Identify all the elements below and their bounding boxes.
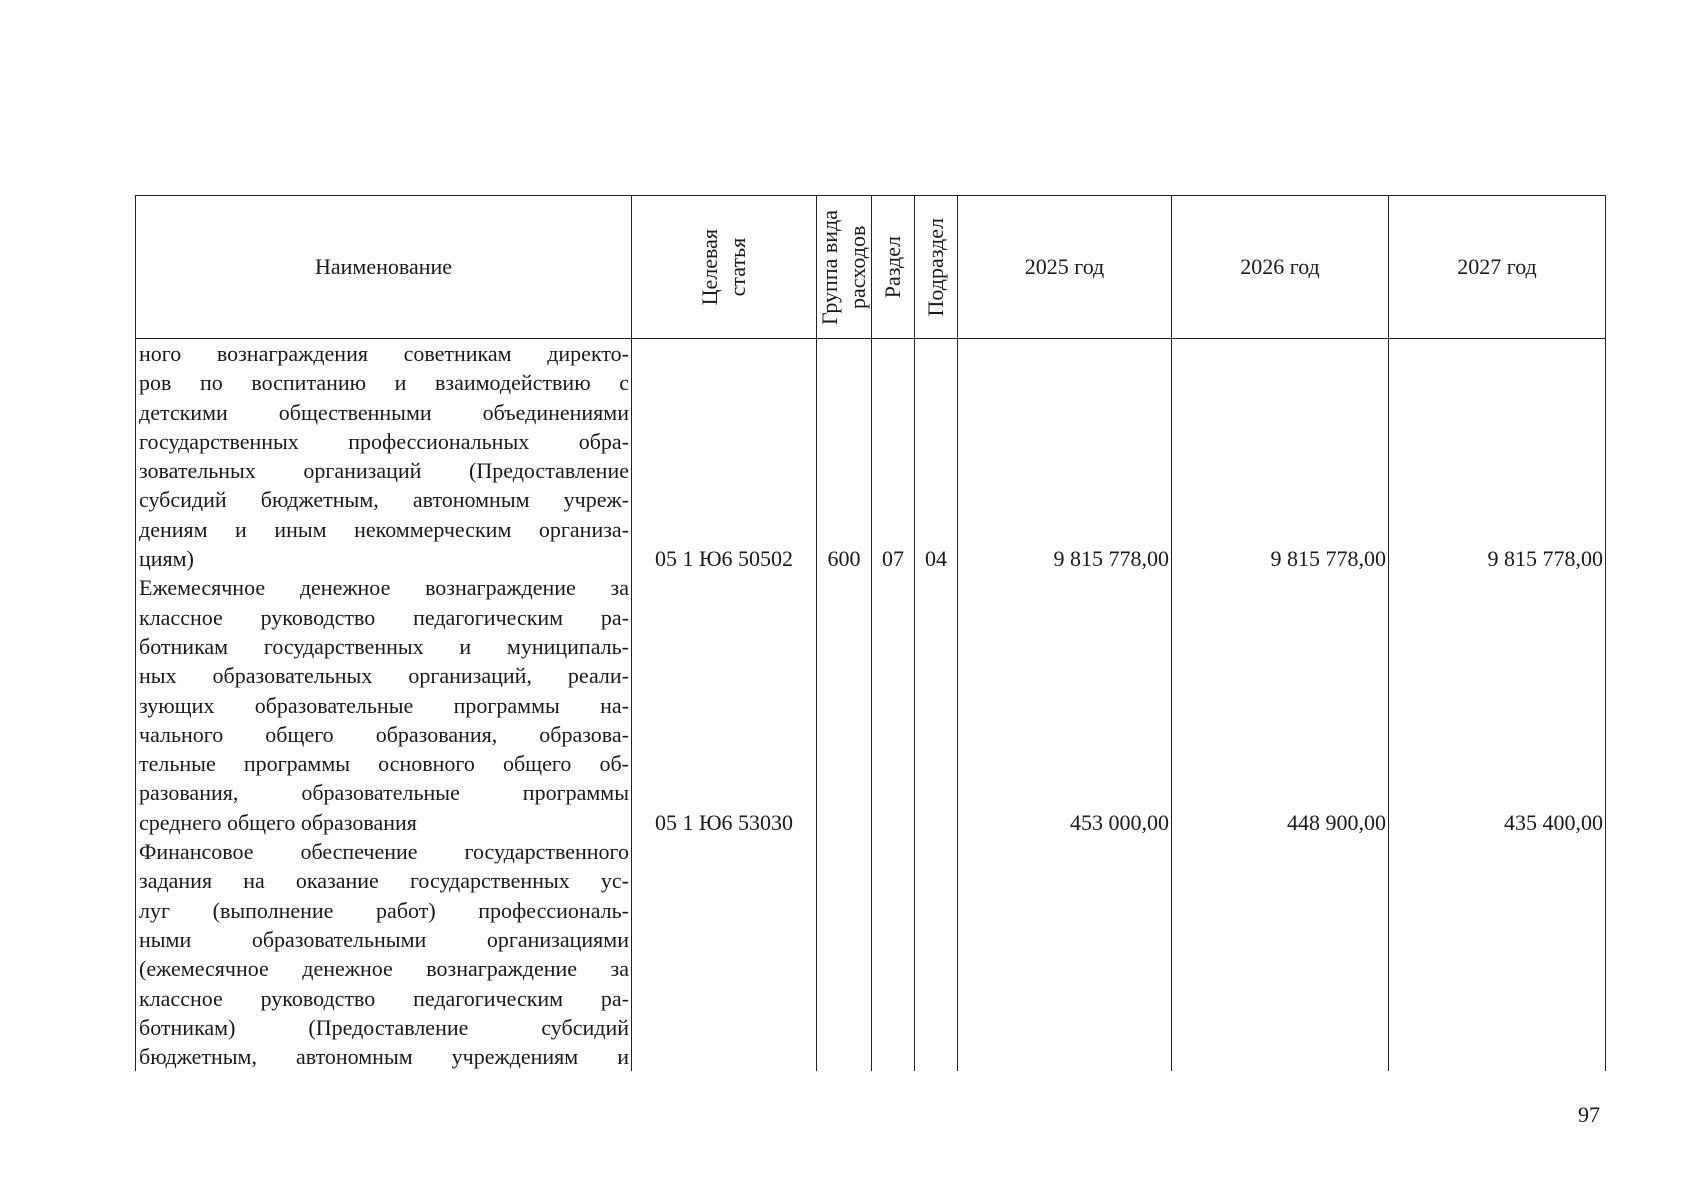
row-name-line: дениям и иным некоммерческим организа-	[139, 516, 629, 542]
row-expense-group: 600	[817, 339, 872, 574]
header-2025	[958, 196, 1172, 339]
row-name-line: ных образовательных организаций, реали-	[139, 663, 629, 689]
header-section-label: Раздел	[880, 235, 905, 299]
header-name-label: Наименование	[314, 254, 453, 280]
row-name-cell	[136, 339, 632, 574]
page-number: 97	[1578, 1102, 1600, 1127]
row-expense-group	[817, 573, 872, 837]
row-name-line: ного вознаграждения советникам директо-	[139, 341, 629, 366]
row-name-line: Ежемесячное денежное вознаграждение за	[139, 575, 629, 601]
header-2026-label: 2026 год	[1240, 254, 1320, 280]
row-name-line: среднего общего образования	[139, 809, 417, 835]
row-value-2025: 453 000,00	[958, 573, 1172, 837]
row-name-line: луг (выполнение работ) профессиональ-	[139, 897, 629, 923]
row-target-article: 05 1 Ю6 50502	[632, 339, 817, 574]
row-name-line: ными образовательными организациями	[139, 926, 629, 952]
row-name-line: бюджетным, автономным учреждениям и	[139, 1044, 629, 1070]
table-row	[136, 573, 1606, 837]
row-value-2025: 9 815 778,00	[958, 339, 1172, 574]
header-expense-group	[817, 196, 872, 339]
row-value-2025	[958, 837, 1172, 1071]
header-subsection	[915, 196, 958, 339]
table-row	[136, 339, 1606, 574]
header-2027-label: 2027 год	[1457, 254, 1537, 280]
row-section: 07	[872, 339, 915, 574]
row-section	[872, 573, 915, 837]
row-name-line: зующих образовательные программы на-	[139, 692, 629, 718]
row-expense-group	[817, 837, 872, 1071]
header-row	[136, 196, 1606, 339]
row-subsection: 04	[915, 339, 958, 574]
row-value-2026: 9 815 778,00	[1172, 339, 1389, 574]
row-name-line: Финансовое обеспечение государственного	[139, 839, 629, 865]
header-2027	[1389, 196, 1606, 339]
row-name-line: классное руководство педагогическим ра-	[139, 985, 629, 1011]
row-section	[872, 837, 915, 1071]
row-target-article: 05 1 Ю6 53030	[632, 573, 817, 837]
row-value-2026: 448 900,00	[1172, 573, 1389, 837]
row-name-line: ров по воспитанию и взаимодействию с	[139, 370, 629, 396]
row-name-line: государственных профессиональных обра-	[139, 428, 629, 454]
row-value-2027: 435 400,00	[1389, 573, 1606, 837]
row-name-line: циям)	[139, 546, 194, 572]
header-subsection-label: Подраздел	[923, 217, 948, 317]
budget-table	[135, 195, 1606, 1071]
row-name-line: ботникам) (Предоставление субсидий	[139, 1014, 629, 1040]
table-body	[136, 339, 1606, 1072]
row-name-line: ботникам государственных и муниципаль-	[139, 633, 629, 659]
row-value-2026	[1172, 837, 1389, 1071]
row-name-line: детскими общественными объединениями	[139, 399, 629, 425]
header-section	[872, 196, 915, 339]
row-name-line: (ежемесячное денежное вознаграждение за	[139, 956, 629, 982]
row-subsection	[915, 573, 958, 837]
row-name-cell	[136, 837, 632, 1071]
header-name	[136, 196, 632, 339]
row-name-cell	[136, 573, 632, 837]
row-name-line: классное руководство педагогическим ра-	[139, 604, 629, 630]
header-2025-label: 2025 год	[1024, 254, 1105, 280]
row-name-line: чального общего образования, образова-	[139, 721, 629, 747]
table-row	[136, 837, 1606, 1071]
row-target-article	[632, 837, 817, 1071]
header-target-article	[632, 196, 817, 339]
header-target-article-label: Целевая статья	[697, 228, 750, 306]
row-value-2027: 9 815 778,00	[1389, 339, 1606, 574]
row-value-2027	[1389, 837, 1606, 1071]
row-subsection	[915, 837, 958, 1071]
row-name-line: задания на оказание государственных ус-	[139, 868, 629, 894]
row-name-line: тельные программы основного общего об-	[139, 751, 629, 777]
row-name-line: субсидий бюджетным, автономным учреж-	[139, 487, 629, 513]
header-2026	[1172, 196, 1389, 339]
row-name-line: зовательных организаций (Предоставление	[139, 458, 629, 484]
row-name-line: разования, образовательные программы	[139, 780, 629, 806]
header-expense-group-label: Группа вида расходов	[817, 209, 870, 325]
